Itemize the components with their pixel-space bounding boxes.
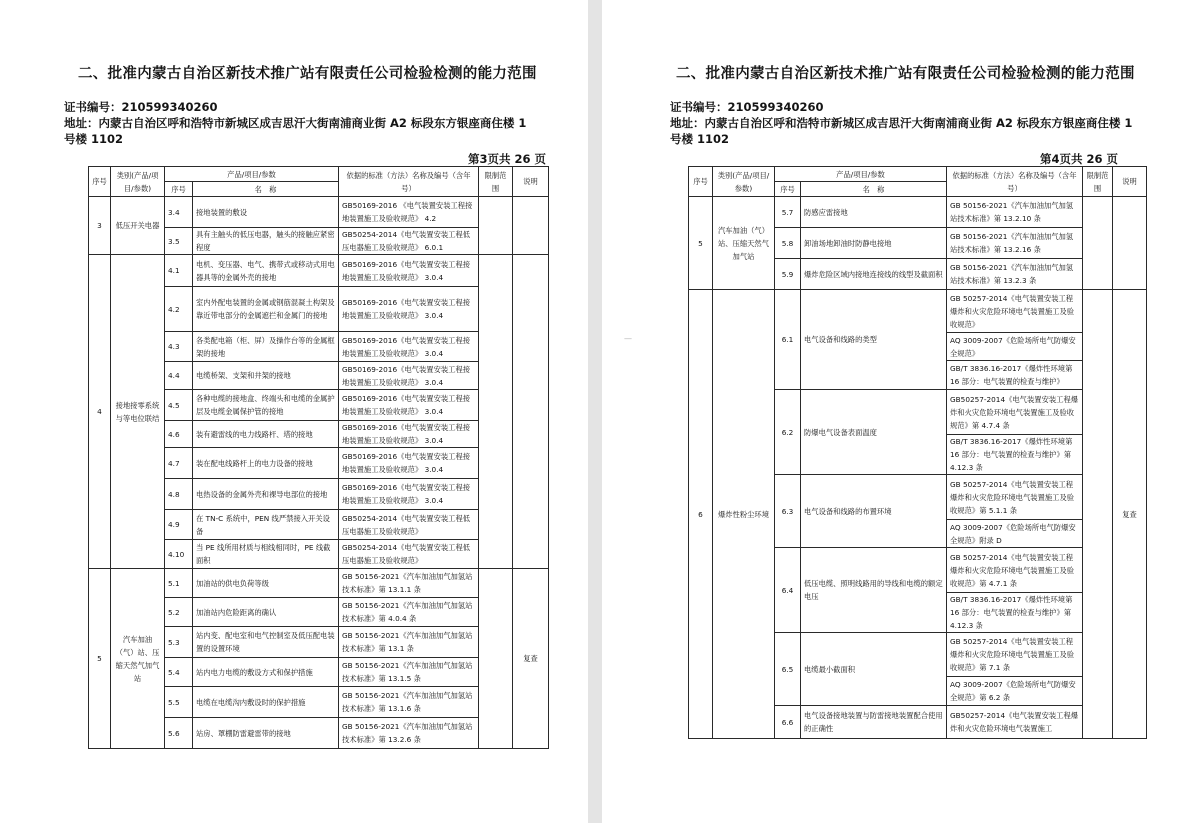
page-number: 第3页共 26 页 bbox=[467, 152, 546, 166]
item-name: 电气设备接地装置与防雷接地装置配合使用的正确性 bbox=[801, 706, 947, 739]
item-number: 6.6 bbox=[775, 706, 801, 739]
header-seq: 序号 bbox=[689, 167, 713, 197]
item-standard: GB50169-2016《电气装置安装工程接地装置施工及验收规范》 3.0.4 bbox=[339, 421, 479, 448]
item-standard: GB50169-2016《电气装置安装工程接地装置施工及验收规范》 3.0.4 bbox=[339, 287, 479, 332]
item-number: 4.3 bbox=[165, 332, 193, 362]
item-number: 5.6 bbox=[165, 718, 193, 749]
group-seq: 5 bbox=[689, 197, 713, 290]
certificate-number: 证书编号：210599340260 bbox=[64, 100, 218, 114]
group-category: 接地接零系统与等电位联结 bbox=[111, 255, 165, 569]
item-number: 6.4 bbox=[775, 548, 801, 633]
item-standard: GB/T 3836.16-2017《爆炸性环境第 16 部分：电气装置的检查与维护》第 4.12.3 条 bbox=[947, 435, 1083, 475]
item-name: 防感应雷接地 bbox=[801, 197, 947, 228]
item-standard: GB50254-2014《电气装置安装工程低压电器施工及验收规范》 bbox=[339, 540, 479, 569]
item-name: 室内外配电装置的金属或钢筋混凝土构架及靠近带电部分的金属遮拦和金属门的接地 bbox=[193, 287, 339, 332]
group-note bbox=[513, 197, 549, 255]
item-name: 站房、罩棚防雷避雷带的接地 bbox=[193, 718, 339, 749]
item-number: 5.1 bbox=[165, 569, 193, 598]
table-row bbox=[689, 197, 1147, 228]
group-category: 汽车加油（气）站、压缩天然气加气站 bbox=[713, 197, 775, 290]
item-standard: GB 50156-2021《汽车加油加气加氢站技术标准》第 13.1.6 条 bbox=[339, 687, 479, 718]
header-seq: 序号 bbox=[89, 167, 111, 197]
item-standard: AQ 3009-2007《危险场所电气防爆安全规范》 bbox=[947, 333, 1083, 361]
group-note: 复查 bbox=[1113, 290, 1147, 739]
item-number: 4.6 bbox=[165, 421, 193, 448]
table-row bbox=[689, 290, 1147, 333]
item-number: 5.2 bbox=[165, 598, 193, 627]
item-standard: GB 50257-2014《电气装置安装工程爆炸和火灾危险环境电气装置施工及验收规范》第 7.1 条 bbox=[947, 633, 1083, 677]
item-standard: GB 50257-2014《电气装置安装工程爆炸和火灾危险环境电气装置施工及验收规范》第 4.7.1 条 bbox=[947, 548, 1083, 593]
address: 地址：内蒙古自治区呼和浩特市新城区成吉思汗大街南浦商业街 A2 标段东方银座商住楼 1 号楼 1102 bbox=[670, 116, 1133, 146]
item-number: 5.9 bbox=[775, 259, 801, 290]
item-standard: GB50169-2016 《电气装置安装工程接地装置施工及验收规范》 4.2 bbox=[339, 197, 479, 228]
item-name: 装在配电线路杆上的电力设备的接地 bbox=[193, 448, 339, 479]
header-product: 产品/项目/参数 bbox=[165, 167, 339, 182]
item-standard: GB 50257-2014《电气装置安装工程爆炸和火灾危险环境电气装置施工及验收规范》第 5.1.1 条 bbox=[947, 475, 1083, 520]
group-seq: 4 bbox=[89, 255, 111, 569]
item-name: 各种电缆的接地盒、终端头和电缆的金属护层及电缆金属保护管的接地 bbox=[193, 390, 339, 421]
item-standard: GB/T 3836.16-2017《爆炸性环境第 16 部分：电气装置的检查与维护》 bbox=[947, 361, 1083, 390]
item-number: 4.2 bbox=[165, 287, 193, 332]
item-name: 电缆桥架、支架和井架的接地 bbox=[193, 362, 339, 390]
capability-table bbox=[88, 166, 549, 749]
limit-cell bbox=[479, 197, 513, 255]
header-sub-seq: 序号 bbox=[775, 182, 801, 197]
item-number: 5.7 bbox=[775, 197, 801, 228]
item-standard: GB 50156-2021《汽车加油加气加氢站技术标准》第 13.2.3 条 bbox=[947, 259, 1083, 290]
table-row bbox=[89, 197, 549, 228]
item-name: 爆炸危险区域内接地连接线的线型及截面积 bbox=[801, 259, 947, 290]
item-name: 当 PE 线所用材质与相线相同时，PE 线截面积 bbox=[193, 540, 339, 569]
group-seq: 6 bbox=[689, 290, 713, 739]
item-name: 各类配电箱（柜、屏）及操作台等的金属框架的接地 bbox=[193, 332, 339, 362]
item-name: 低压电缆、照明线路用的导线和电缆的额定电压 bbox=[801, 548, 947, 633]
header-standard: 依据的标准（方法）名称及编号（含年号） bbox=[947, 167, 1083, 197]
item-standard: GB50169-2016《电气装置安装工程接地装置施工及验收规范》 3.0.4 bbox=[339, 448, 479, 479]
item-standard: GB/T 3836.16-2017《爆炸性环境第 16 部分：电气装置的检查与维护》第 4.12.3 条 bbox=[947, 593, 1083, 633]
item-number: 5.5 bbox=[165, 687, 193, 718]
item-number: 3.5 bbox=[165, 228, 193, 255]
item-number: 3.4 bbox=[165, 197, 193, 228]
capability-table bbox=[688, 166, 1147, 739]
item-name: 加油站内危险距离的确认 bbox=[193, 598, 339, 627]
group-seq: 5 bbox=[89, 569, 111, 749]
header-limit: 限制范围 bbox=[1083, 167, 1113, 197]
header-note: 说明 bbox=[1113, 167, 1147, 197]
header-name: 名 称 bbox=[801, 182, 947, 197]
item-standard: GB 50156-2021《汽车加油加气加氢站技术标准》第 13.1 条 bbox=[339, 627, 479, 658]
item-name: 防爆电气设备表面温度 bbox=[801, 390, 947, 475]
group-category: 爆炸性粉尘环境 bbox=[713, 290, 775, 739]
item-standard: GB50169-2016《电气装置安装工程接地装置施工及验收规范》 3.0.4 bbox=[339, 255, 479, 287]
page-title: 二、批准内蒙古自治区新技术推广站有限责任公司检验检测的能力范围 bbox=[676, 66, 1135, 82]
table-header-row bbox=[689, 167, 1147, 182]
item-name: 站内变、配电室和电气控制室及低压配电装置的设置环境 bbox=[193, 627, 339, 658]
header-sub-seq: 序号 bbox=[165, 182, 193, 197]
item-name: 电缆最小截面积 bbox=[801, 633, 947, 706]
item-number: 6.5 bbox=[775, 633, 801, 706]
table-row bbox=[89, 569, 549, 598]
item-number: 5.3 bbox=[165, 627, 193, 658]
item-standard: GB 50156-2021《汽车加油加气加氢站技术标准》第 4.0.4 条 bbox=[339, 598, 479, 627]
item-standard: GB 50156-2021《汽车加油加气加氢站技术标准》第 13.2.16 条 bbox=[947, 228, 1083, 259]
item-name: 站内电力电缆的敷设方式和保护措施 bbox=[193, 658, 339, 687]
document-page-4 bbox=[602, 0, 1188, 823]
header-name: 名 称 bbox=[193, 182, 339, 197]
item-standard: GB50257-2014《电气装置安装工程爆炸和火灾危险环境电气装置施工及验收规范》第 4.7.4 条 bbox=[947, 390, 1083, 435]
header-category: 类别(产品/项目/参数) bbox=[713, 167, 775, 197]
item-standard: GB 50156-2021《汽车加油加气加氢站技术标准》第 13.1.1 条 bbox=[339, 569, 479, 598]
group-note bbox=[1113, 197, 1147, 290]
item-number: 6.2 bbox=[775, 390, 801, 475]
page-gutter bbox=[588, 0, 602, 823]
item-name: 电缆在电缆沟内敷设时的保护措施 bbox=[193, 687, 339, 718]
header-limit: 限制范围 bbox=[479, 167, 513, 197]
address: 地址：内蒙古自治区呼和浩特市新城区成吉思汗大街南浦商业街 A2 标段东方银座商住楼 1 号楼 1102 bbox=[64, 116, 527, 146]
item-name: 具有主触头的低压电器，触头的接触应紧密程度 bbox=[193, 228, 339, 255]
table-row bbox=[89, 255, 549, 287]
group-note bbox=[513, 255, 549, 569]
item-name: 装有避雷线的电力线路杆、塔的接地 bbox=[193, 421, 339, 448]
item-number: 4.10 bbox=[165, 540, 193, 569]
item-number: 5.4 bbox=[165, 658, 193, 687]
item-name: 接地装置的敷设 bbox=[193, 197, 339, 228]
item-standard: GB 50156-2021《汽车加油加气加氢站技术标准》第 13.2.6 条 bbox=[339, 718, 479, 749]
item-number: 6.3 bbox=[775, 475, 801, 548]
scan-mark: — bbox=[624, 334, 632, 343]
item-name: 卸油场地卸油时防静电接地 bbox=[801, 228, 947, 259]
item-name: 电气设备和线路的布置环境 bbox=[801, 475, 947, 548]
item-standard: GB50254-2014《电气装置安装工程低压电器施工及验收规范》 bbox=[339, 510, 479, 540]
table-header-row bbox=[89, 167, 549, 182]
page-title: 二、批准内蒙古自治区新技术推广站有限责任公司检验检测的能力范围 bbox=[78, 66, 537, 82]
item-standard: GB50254-2014《电气装置安装工程低压电器施工及验收规范》 6.0.1 bbox=[339, 228, 479, 255]
header-product: 产品/项目/参数 bbox=[775, 167, 947, 182]
header-category: 类别(产品/项目/参数) bbox=[111, 167, 165, 197]
header-note: 说明 bbox=[513, 167, 549, 197]
item-name: 在 TN-C 系统中，PEN 线严禁接入开关设备 bbox=[193, 510, 339, 540]
group-category: 低压开关电器 bbox=[111, 197, 165, 255]
item-standard: AQ 3009-2007《危险场所电气防爆安全规范》附录 D bbox=[947, 520, 1083, 548]
item-number: 4.7 bbox=[165, 448, 193, 479]
item-number: 4.9 bbox=[165, 510, 193, 540]
item-standard: GB 50156-2021《汽车加油加气加氢站技术标准》第 13.1.5 条 bbox=[339, 658, 479, 687]
item-number: 4.1 bbox=[165, 255, 193, 287]
item-standard: GB 50257-2014《电气装置安装工程爆炸和火灾危险环境电气装置施工及验收规范》 bbox=[947, 290, 1083, 333]
item-standard: GB50169-2016《电气装置安装工程接地装置施工及验收规范》 3.0.4 bbox=[339, 332, 479, 362]
item-standard: GB50169-2016《电气装置安装工程接地装置施工及验收规范》 3.0.4 bbox=[339, 390, 479, 421]
item-number: 4.5 bbox=[165, 390, 193, 421]
header-standard: 依据的标准（方法）名称及编号（含年号） bbox=[339, 167, 479, 197]
item-standard: GB50257-2014《电气装置安装工程爆炸和火灾危险环境电气装置施工 bbox=[947, 706, 1083, 739]
group-category: 汽车加油（气）站、压缩天然气加气站 bbox=[111, 569, 165, 749]
item-standard: AQ 3009-2007《危险场所电气防爆安全规范》第 6.2 条 bbox=[947, 677, 1083, 706]
item-number: 6.1 bbox=[775, 290, 801, 390]
item-number: 4.4 bbox=[165, 362, 193, 390]
limit-cell bbox=[1083, 197, 1113, 290]
limit-cell bbox=[1083, 290, 1113, 739]
item-number: 4.8 bbox=[165, 479, 193, 510]
document-page-3 bbox=[0, 0, 588, 823]
item-name: 电热设备的金属外壳和裸导电部位的接地 bbox=[193, 479, 339, 510]
item-standard: GB 50156-2021《汽车加油加气加氢站技术标准》第 13.2.10 条 bbox=[947, 197, 1083, 228]
item-standard: GB50169-2016《电气装置安装工程接地装置施工及验收规范》 3.0.4 bbox=[339, 362, 479, 390]
item-name: 电气设备和线路的类型 bbox=[801, 290, 947, 390]
item-name: 加油站的供电负荷等级 bbox=[193, 569, 339, 598]
group-note: 复查 bbox=[513, 569, 549, 749]
item-name: 电机、变压器、电气、携带式或移动式用电器具等的金属外壳的接地 bbox=[193, 255, 339, 287]
page-number: 第4页共 26 页 bbox=[1039, 152, 1118, 166]
limit-cell bbox=[479, 255, 513, 569]
limit-cell bbox=[479, 569, 513, 749]
group-seq: 3 bbox=[89, 197, 111, 255]
item-number: 5.8 bbox=[775, 228, 801, 259]
certificate-number: 证书编号：210599340260 bbox=[670, 100, 824, 114]
item-standard: GB50169-2016《电气装置安装工程接地装置施工及验收规范》 3.0.4 bbox=[339, 479, 479, 510]
